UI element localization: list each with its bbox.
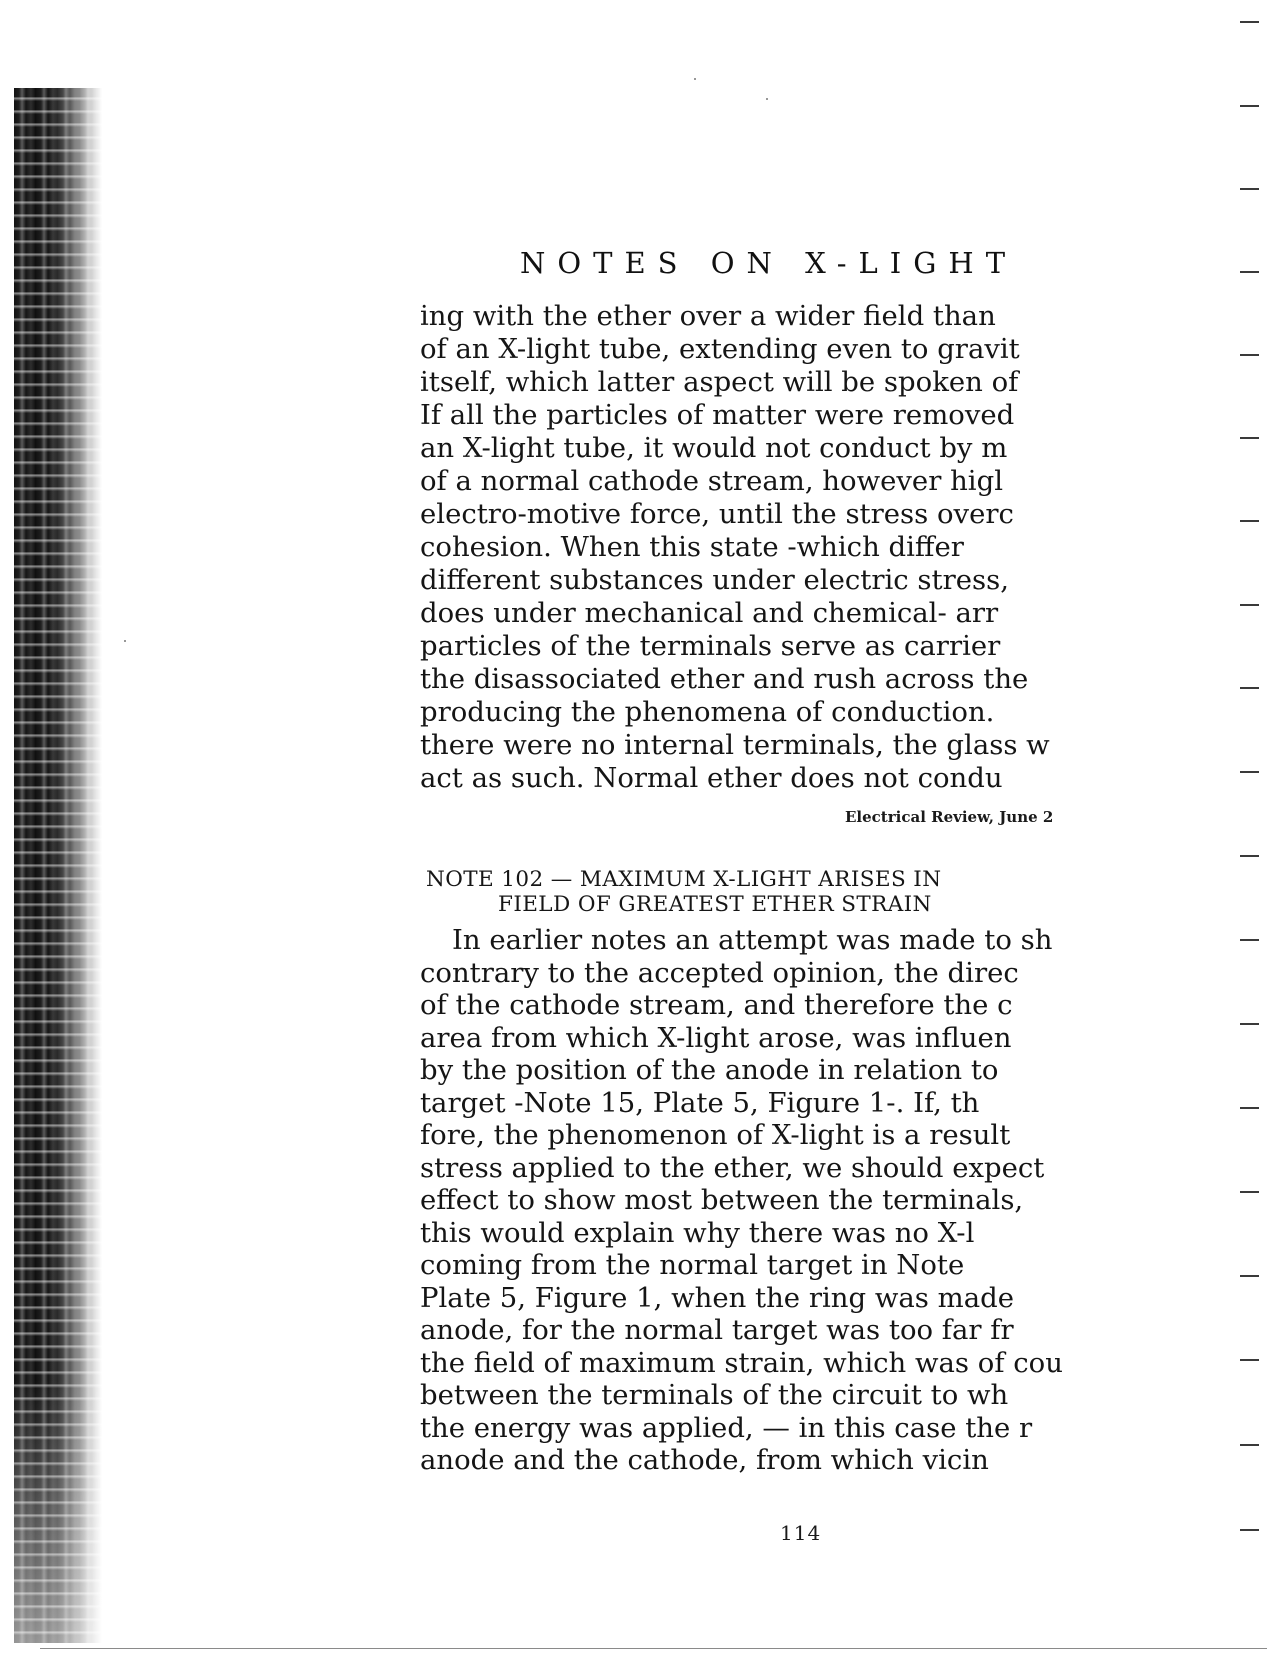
page-edge-marks [1240, 0, 1270, 1660]
text-line: cohesion. When this state -which differ [420, 531, 964, 563]
text-line: ing with the ether over a wider field than [420, 300, 996, 332]
text-line: between the terminals of the circuit to wh [420, 1379, 1009, 1411]
text-line: an X-light tube, it would not conduct by m [420, 432, 1008, 464]
text-line: by the position of the anode in relation to [420, 1054, 999, 1086]
text-line: Plate 5, Figure 1, when the ring was made [420, 1282, 1014, 1314]
citation: Electrical Review, June 2 [845, 808, 1054, 826]
text-line: stress applied to the ether, we should expect [420, 1152, 1045, 1184]
text-line: contrary to the accepted opinion, the direc [420, 957, 1019, 989]
binding-edge-fade [14, 1380, 102, 1643]
text-line: anode, for the normal target was too far fr [420, 1314, 1014, 1346]
text-line: fore, the phenomenon of X-light is a result [420, 1119, 1011, 1151]
text-line: If all the particles of matter were removed [420, 399, 1015, 431]
text-line: the field of maximum strain, which was of cou [420, 1347, 1063, 1379]
text-line: act as such. Normal ether does not condu [420, 762, 1003, 794]
text-line: the disassociated ether and rush across the [420, 663, 1029, 695]
text-line: area from which X-light arose, was influen [420, 1022, 1012, 1054]
text-line: the energy was applied, — in this case the r [420, 1412, 1033, 1444]
scan-speck [694, 78, 696, 80]
text-line: of an X-light tube, extending even to gravit [420, 333, 1020, 365]
text-line: electro-motive force, until the stress overc [420, 498, 1014, 530]
page-number: 114 [780, 1521, 822, 1545]
note-heading: NOTE 102 — MAXIMUM X-LIGHT ARISES IN [426, 867, 942, 892]
text-line: anode and the cathode, from which vicin [420, 1444, 989, 1476]
text-line: of the cathode stream, and therefore the c [420, 989, 1013, 1021]
text-line: different substances under electric stress, [420, 564, 1009, 596]
text-line: producing the phenomena of conduction. [420, 696, 995, 728]
scan-speck [766, 98, 768, 100]
text-line: coming from the normal target in Note [420, 1249, 965, 1281]
text-line: this would explain why there was no X-l [420, 1217, 975, 1249]
text-line: target -Note 15, Plate 5, Figure 1-. If, th [420, 1087, 980, 1119]
scan-speck [124, 640, 126, 642]
text-line: does under mechanical and chemical- arr [420, 597, 999, 629]
text-line: there were no internal terminals, the glass w [420, 729, 1050, 761]
text-line: particles of the terminals serve as carrier [420, 630, 1001, 662]
text-line: of a normal cathode stream, however higl [420, 465, 1003, 497]
text-line: In earlier notes an attempt was made to sh [452, 924, 1053, 956]
scan-bottom-edge [40, 1648, 1267, 1649]
text-line: itself, which latter aspect will be spoken of [420, 366, 1019, 398]
note-heading-continued: FIELD OF GREATEST ETHER STRAIN [498, 892, 932, 917]
text-line: effect to show most between the terminals, [420, 1184, 1024, 1216]
running-head: NOTES ON X-LIGHT [520, 246, 1018, 280]
